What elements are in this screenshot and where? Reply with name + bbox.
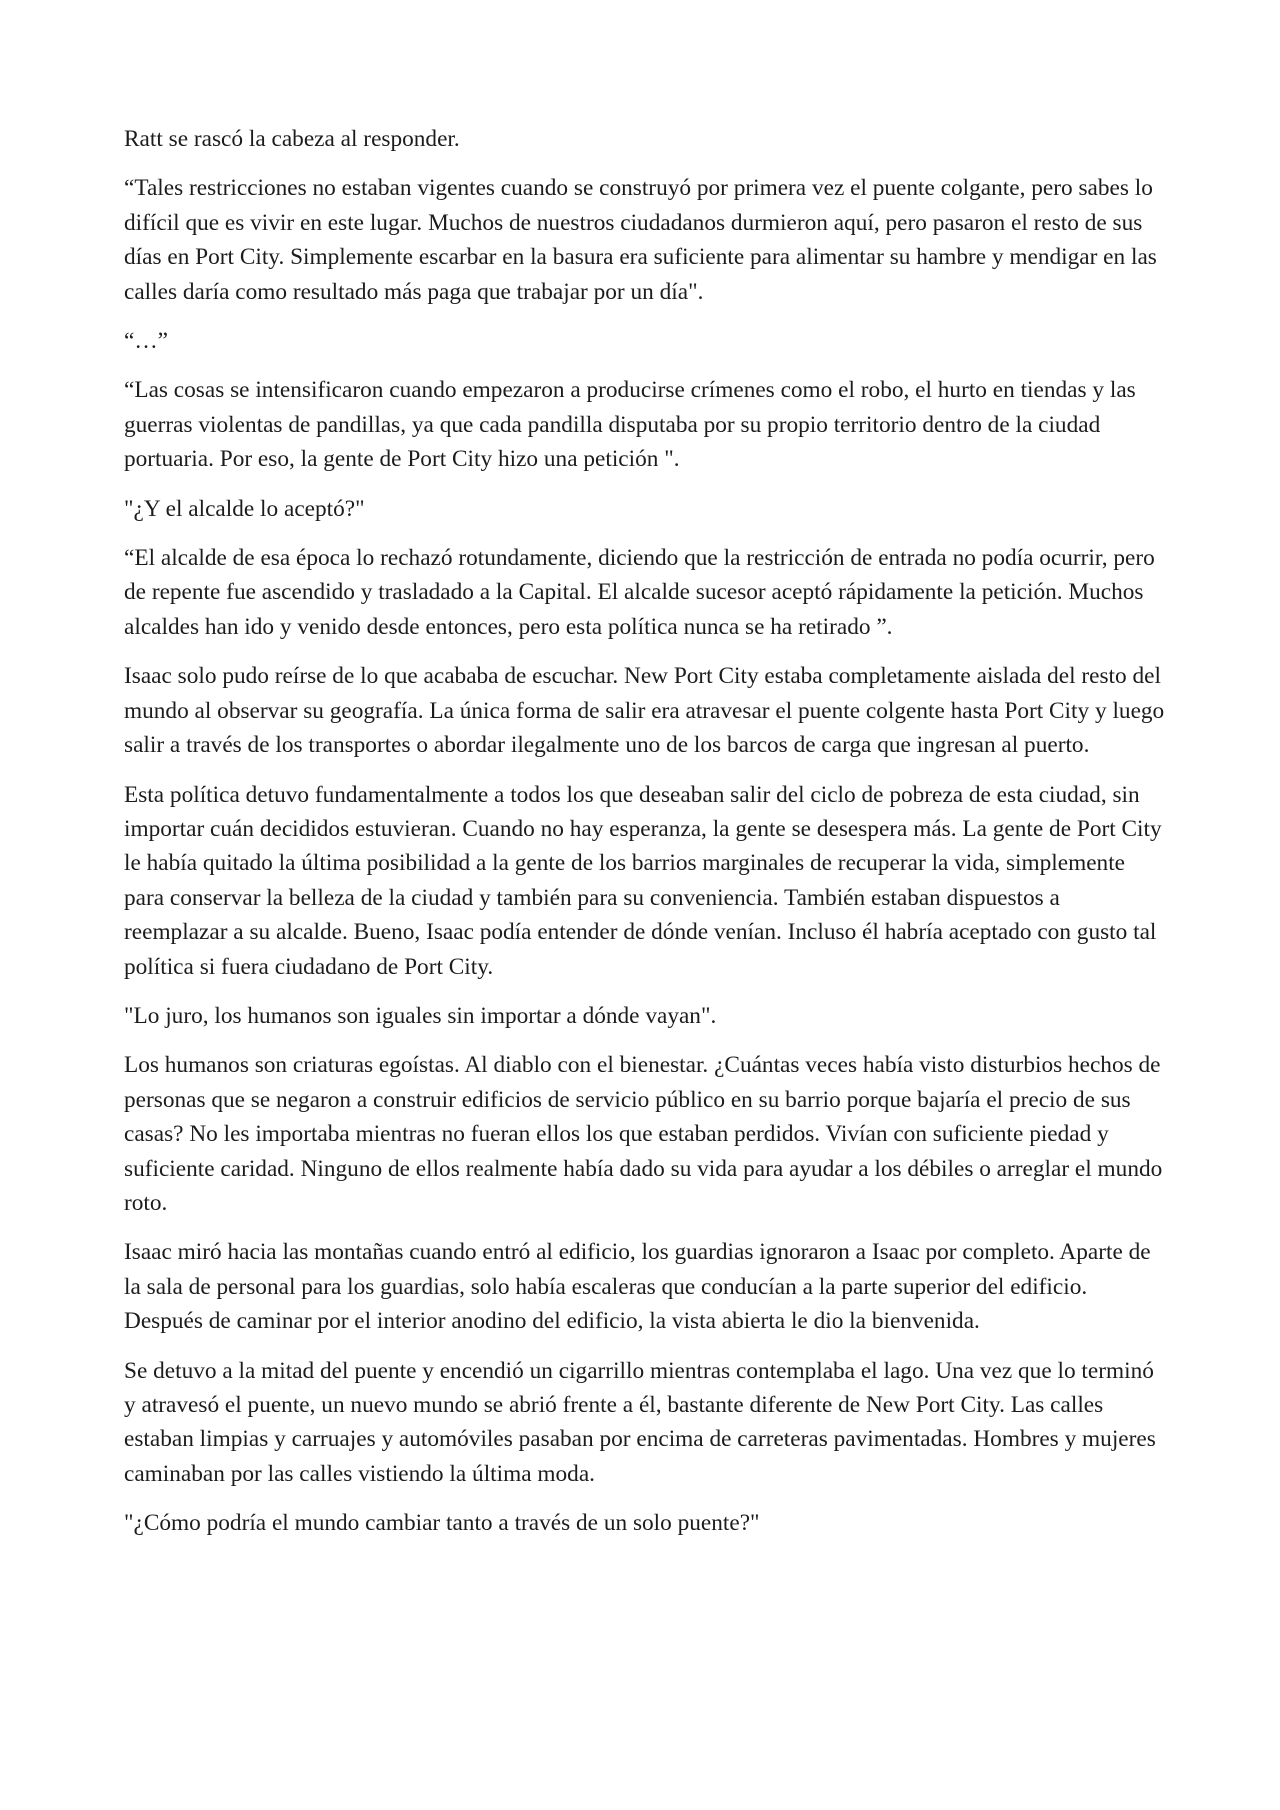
paragraph-2: “Tales restricciones no estaban vigentes cuando se construyó por primera vez el puente colgante, pero sabes lo difícil que es vivir en este lugar. Muchos de nuestros ciudadanos durmieron aquí, pero pasaron el resto de sus días en Port City. Simplemente escarbar en la basura era suficiente para alimentar su hambre y mendigar en las calles daría como resultado más paga que trabajar por un día". <box>124 175 1157 305</box>
paragraph-12: Se detuvo a la mitad del puente y encendió un cigarrillo mientras contemplaba el lago. Una vez que lo terminó y atravesó el puente, un nuevo mundo se abrió frente a él, bastante diferente de New Port City. Las calles estaban limpias y carruajes y automóviles pasaban por encima de carreteras pavimentadas. Hombres y mujeres caminaban por las calles vistiendo la última moda. <box>124 1357 1156 1487</box>
paragraph-1: Ratt se rascó la cabeza al responder. <box>124 126 460 152</box>
paragraph-6: “El alcalde de esa época lo rechazó rotundamente, diciendo que la restricción de entrada no podía ocurrir, pero de repente fue ascendido y trasladado a la Capital. El alcalde sucesor aceptó rápidamente la petición. Muchos alcaldes han ido y venido desde entonces, pero esta política nunca se ha retirado ”. <box>124 545 1155 640</box>
paragraph-5: "¿Y el alcalde lo aceptó?" <box>124 495 365 522</box>
paragraph-8: Esta política detuvo fundamentalmente a todos los que deseaban salir del ciclo de pobreza de esta ciudad, sin importar cuán decididos estuvieran. Cuando no hay esperanza, la gente se desespera más. La gente de Port City le había quitado la última posibilidad a la gente de los barrios marginales de recuperar la vida, simplemente para conservar la belleza de la ciudad y también para su conveniencia. También estaban dispuestos a reemplazar a su alcalde. Bueno, Isaac podía entender de dónde venían. Incluso él habría aceptado con gusto tal política si fuera ciudadano de Port City. <box>124 781 1162 980</box>
paragraph-7: Isaac solo pudo reírse de lo que acababa de escuchar. New Port City estaba completamente aislada del resto del mundo al observar su geografía. La única forma de salir era atravesar el puente colgente hasta Port City y luego salir a través de los transportes o abordar ilegalmente uno de los barcos de carga que ingresan al puerto. <box>124 663 1165 759</box>
paragraph-13: "¿Cómo podría el mundo cambiar tanto a través de un solo puente?" <box>124 1510 760 1537</box>
paragraph-3: “…” <box>124 328 168 355</box>
paragraph-9: "Lo juro, los humanos son iguales sin importar a dónde vayan". <box>124 1002 717 1029</box>
paragraph-10: Los humanos son criaturas egoístas. Al diablo con el bienestar. ¿Cuántas veces había visto disturbios hechos de personas que se negaron a construir edificios de servicio público en su barrio porque bajaría el precio de sus casas? No les importaba mientras no fueran ellos los que estaban perdidos. Vivían con suficiente piedad y suficiente caridad. Ninguno de ellos realmente había dado su vida para ayudar a los débiles o arreglar el mundo roto. <box>124 1052 1163 1216</box>
paragraph-4: “Las cosas se intensificaron cuando empezaron a producirse crímenes como el robo, el hurto en tiendas y las guerras violentas de pandillas, ya que cada pandilla disputaba por su propio territorio dentro de la ciudad portuaria. Por eso, la gente de Port City hizo una petición ". <box>124 377 1136 473</box>
paragraph-11: Isaac miró hacia las montañas cuando entró al edificio, los guardias ignoraron a Isaac por completo. Aparte de la sala de personal para los guardias, solo había escaleras que conducían a la parte superior del edificio. Después de caminar por el interior anodino del edificio, la vista abierta le dio la bienvenida. <box>124 1239 1151 1335</box>
